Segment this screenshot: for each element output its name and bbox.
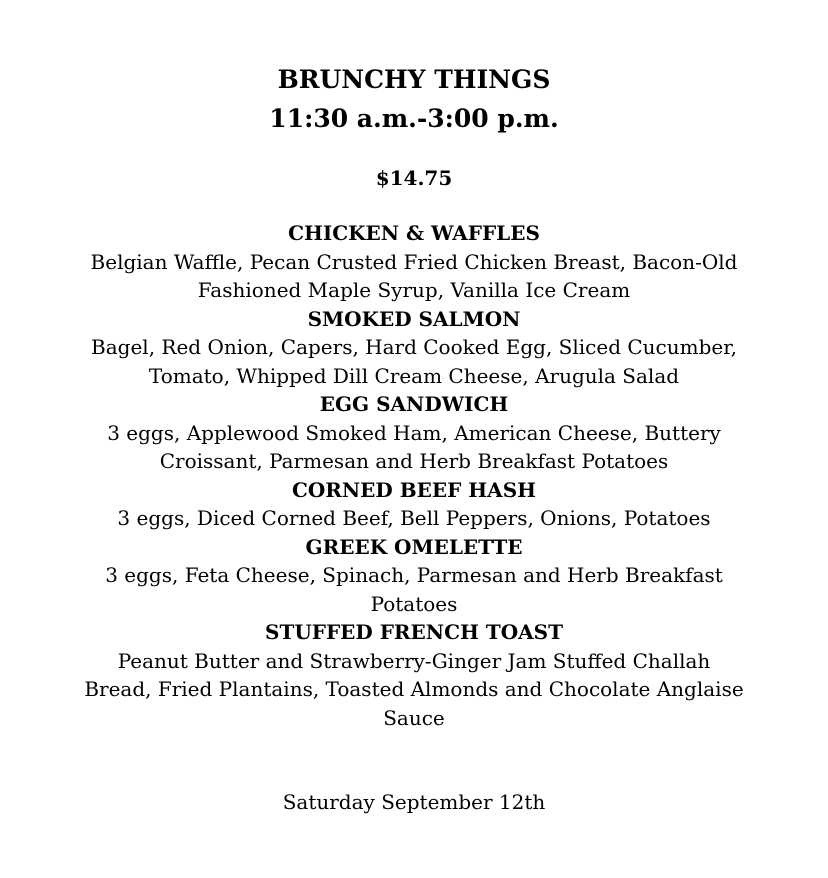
- menu-item-greek-omelette: [0, 533, 828, 619]
- item-name: EGG SANDWICH: [319, 392, 509, 416]
- item-name: STUFFED FRENCH TOAST: [265, 620, 563, 644]
- item-name: CHICKEN & WAFFLES: [288, 221, 540, 245]
- item-description: Belgian Waffle, Pecan Crusted Fried Chicken Breast, Bacon-Old Fashioned Maple Syrup, Vanilla Ice Cream: [90, 249, 738, 302]
- item-name: GREEK OMELETTE: [305, 534, 523, 559]
- menu-item-chicken-waffles: [0, 219, 828, 305]
- menu-item-corned-beef-hash: [0, 476, 828, 533]
- item-description: 3 eggs, Applewood Smoked Ham, American Cheese, Buttery Croissant, Parmesan and Herb Breakfast Potatoes: [107, 420, 721, 473]
- item-description: Bagel, Red Onion, Capers, Hard Cooked Egg, Sliced Cucumber, Tomato, Whipped Dill Cream Cheese, Arugula Salad: [91, 335, 737, 388]
- item-description: Peanut Butter and Strawberry-Ginger Jam Stuffed Challah Bread, Fried Plantains, Toasted Almonds and Chocolate Anglaise Sauce: [84, 648, 744, 730]
- menu-items: [0, 219, 828, 732]
- item-name: CORNED BEEF HASH: [291, 477, 537, 502]
- menu-item-smoked-salmon: [0, 305, 828, 391]
- item-description: 3 eggs, Diced Corned Beef, Bell Peppers, Onions, Potatoes: [117, 506, 711, 530]
- menu-item-stuffed-french-toast: [0, 618, 828, 732]
- menu-title: BRUNCHY THINGS: [277, 65, 551, 94]
- menu-hours: 11:30 a.m.-3:00 p.m.: [269, 104, 559, 133]
- menu-price: $14.75: [375, 166, 453, 190]
- menu-item-egg-sandwich: [0, 390, 828, 476]
- menu-date: Saturday September 12th: [282, 790, 546, 814]
- item-name: SMOKED SALMON: [307, 306, 521, 331]
- item-description: 3 eggs, Feta Cheese, Spinach, Parmesan and Herb Breakfast Potatoes: [105, 563, 723, 616]
